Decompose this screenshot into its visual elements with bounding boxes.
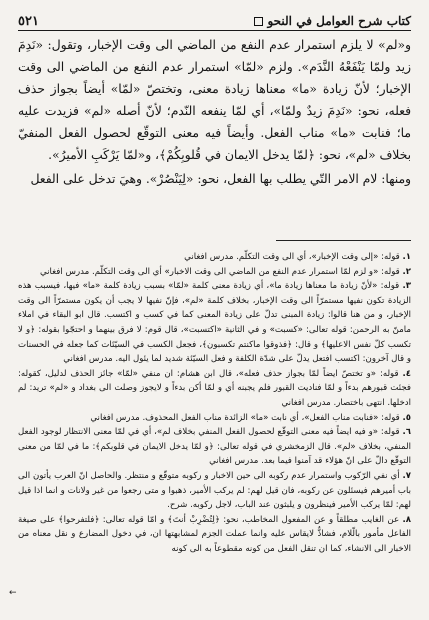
running-title xyxy=(254,14,411,28)
footnote-source: مدرس افغاني xyxy=(63,354,113,365)
page-number: ٥٢١ xyxy=(18,13,39,29)
footnote xyxy=(18,265,411,280)
footnote xyxy=(18,411,411,426)
book-title: كتاب شرح العوامل في النحو xyxy=(267,14,411,28)
footnote-number: ٥. xyxy=(402,412,411,423)
footnote-label: قوله: xyxy=(381,266,400,277)
footnote-label: قوله: xyxy=(380,427,400,438)
footnote-label: قوله: xyxy=(379,368,399,379)
footnote xyxy=(18,513,411,557)
footnote-number: ١. xyxy=(402,252,411,262)
footnote-separator xyxy=(276,240,411,241)
footnote-source: مدرس افغاني xyxy=(39,266,90,277)
footnote-text: عن الغايب مطلقاً و عن المفعول المخاطب، نحو: ﴿لِتُضْرِبْ أنتَ﴾ و امّا قوله تعالى: ﴿فلتفرحوا﴾ على صيغة الفاعل مأمور بالّلام، فشاذٌّ لايقاس عليه وانما عملت الجزم لمشابهتها ان، في دخول المضارع و نقل معناه من الاخبار الى الانشاء، كما ان تنقل الفعل من كونه مقطوعاً به الى كونه xyxy=(18,514,411,554)
footnote xyxy=(18,250,411,265)
main-paragraph: و«لم» لا يلزم استمرار عدم النفع من الماضي الى وقت الإخبار، وتقول: «نَدِمَ زيد ولمّا يَنْفَعْهُ النَّدَم». ولزم «لمّا» استمرار عدم النفع من الماضي الى وقت الإخبار؛ لأنّ زيادة «ما» معناها زيادة معنى، وتختصّ «لمّا» أيضاً بجواز حذف فعله، نحو: «نَدِمَ زيدٌ ولمّا»، أي لمّا ينفعه النّدم؛ لأنّ أصله «لم» فزيدت عليه ما؛ فنابت «ما» مناب الفعل. وأيضاً فيه معنى التوقّع لحصول الفعل المنفيّ بخلاف «لم»، نحو: ﴿لمّا يدخل الايمان في قُلوبِكُمْ﴾، و«لمّا يَرْكَبِ الأميرُ». xyxy=(18,38,411,162)
footnote xyxy=(18,425,411,469)
footnote xyxy=(18,469,411,513)
footnote-number: ٢. xyxy=(402,266,411,277)
footnote-source: مدرس افغاني xyxy=(184,252,234,262)
footnote-label: قوله: xyxy=(380,281,400,292)
footnote-number: ٤. xyxy=(402,368,412,379)
square-ornament-icon xyxy=(254,17,263,26)
footnotes xyxy=(18,250,411,556)
footnote-text: «و فيه ايضاً فيه معنى التوقّع لحصول الفعل المنفي بخلاف لم»، أي في لمّا معنى الانتظار لوجود الفعل المنفي، بخلاف «لم». قال الزمخشري في قوله تعالى: ﴿و لمّا يدخل الايمان في قلوبكم﴾: ما في لمّا من معنى التوقّع دالّ على انّ هؤلاء قد آمنوا فيما بعد. xyxy=(18,427,411,467)
footnote xyxy=(18,279,411,367)
footnote-source: مدرس افغاني xyxy=(209,456,259,467)
continuation-arrow-icon: ← xyxy=(9,588,17,598)
footnote-text: «و تختصّ ايضاً لمّا بجواز حذف فعله»، قال ابن هشام: ان منفي «لمّا» جائز الحذف لدليل، كقوله: فجئت قبورهم بدءاً و لمّا فناديت القبور فلم يجبنه أي و لمّا أكن بدءاً و لايجوز وصلت الى بغداد و «لم» تريد: لم ادخلها. انتهى باختصار. xyxy=(18,368,411,408)
main-text xyxy=(18,34,411,190)
main-paragraph: ومنها: لام الامر التّي يطلب بها الفعل، نحو: «لِيَنْصُرْ». وهيَ تدخل على الفعل xyxy=(30,172,411,186)
footnote xyxy=(18,367,411,411)
footnote-label: قوله: xyxy=(381,252,400,262)
footnote-source: مدرس افغاني xyxy=(281,397,331,408)
footnote-text: «لأنّ زيادة ما معناها زيادة ما»، أي زيادة معنى كلمة «لمّا» بسبب زيادة كلمة «ما» فيها، فيسبب هذه الزيادة تكون نفيها مستمرّاً الى وقت الإخبار، بخلاف كلمة «لم»، فإنّ نفيها لا يجب أن يكون مستمرّاً الى وقت الإخبار، و من هنا قالوا: زيادة المبنى تدلّ على زيادة المعنى كما في كسب و اكتسب. قال ابو البقاء في املاء مامنّ به الرحمن: قوله تعالى: «كسبت» و في الثانية «اكتسبت»، قال قوم: لا فرق بينهما و احتجّوا بقوله: ﴿و لا تكسب كلّ نفس الاعليها﴾ و قال: ﴿فذوقوا ماكنتم تكسبون﴾، فجعل الكسب في السيّئات كما جعله في الحسنات و قال آخرون: اكتسب افتعل يدلّ على شدّة الكلفة و فعل السيّئة شديد لما يئول اليه. xyxy=(18,281,411,365)
footnote-text: «فنابت مناب الفعل»، أي نابت «ما» الزائدة مناب الفعل المحذوف. xyxy=(142,412,379,423)
footnote-number: ٣. xyxy=(402,281,412,292)
footnote-text: «إلى وقت الإخبار»، أي الى وقت التكلّم. xyxy=(236,252,379,262)
page-header xyxy=(18,12,411,31)
footnote-number: ٧. xyxy=(402,470,411,481)
footnote-text: أي نفي الرّكوب واستمرار عدم ركوبه الى حين الاخبار و ركوبه متوقّع و منتظر. والحاصل انّ العرب يأتون الى باب أميرهم فيسئلون عن ركوبه، فان قيل لهم: لم يركب الأمير، ذهبوا و متى رجعوا من غير ولانات و انما اذا قيل لهم: لمّا يركب الأمير فينظرون و يلبثون عند الباب، لاجل ركوبه. xyxy=(18,470,411,511)
footnote-source: شرح. xyxy=(167,500,188,511)
footnote-number: ٦. xyxy=(402,427,411,438)
footnote-text: «و لزم لمّا استمرار عدم النفع من الماضي الى وقت الاخبار» أي الى وقت التكلّم. xyxy=(91,266,379,277)
footnote-number: ٨. xyxy=(402,514,411,525)
footnote-source: مدرس افغاني xyxy=(90,412,140,423)
footnote-label: قوله: xyxy=(381,412,400,423)
